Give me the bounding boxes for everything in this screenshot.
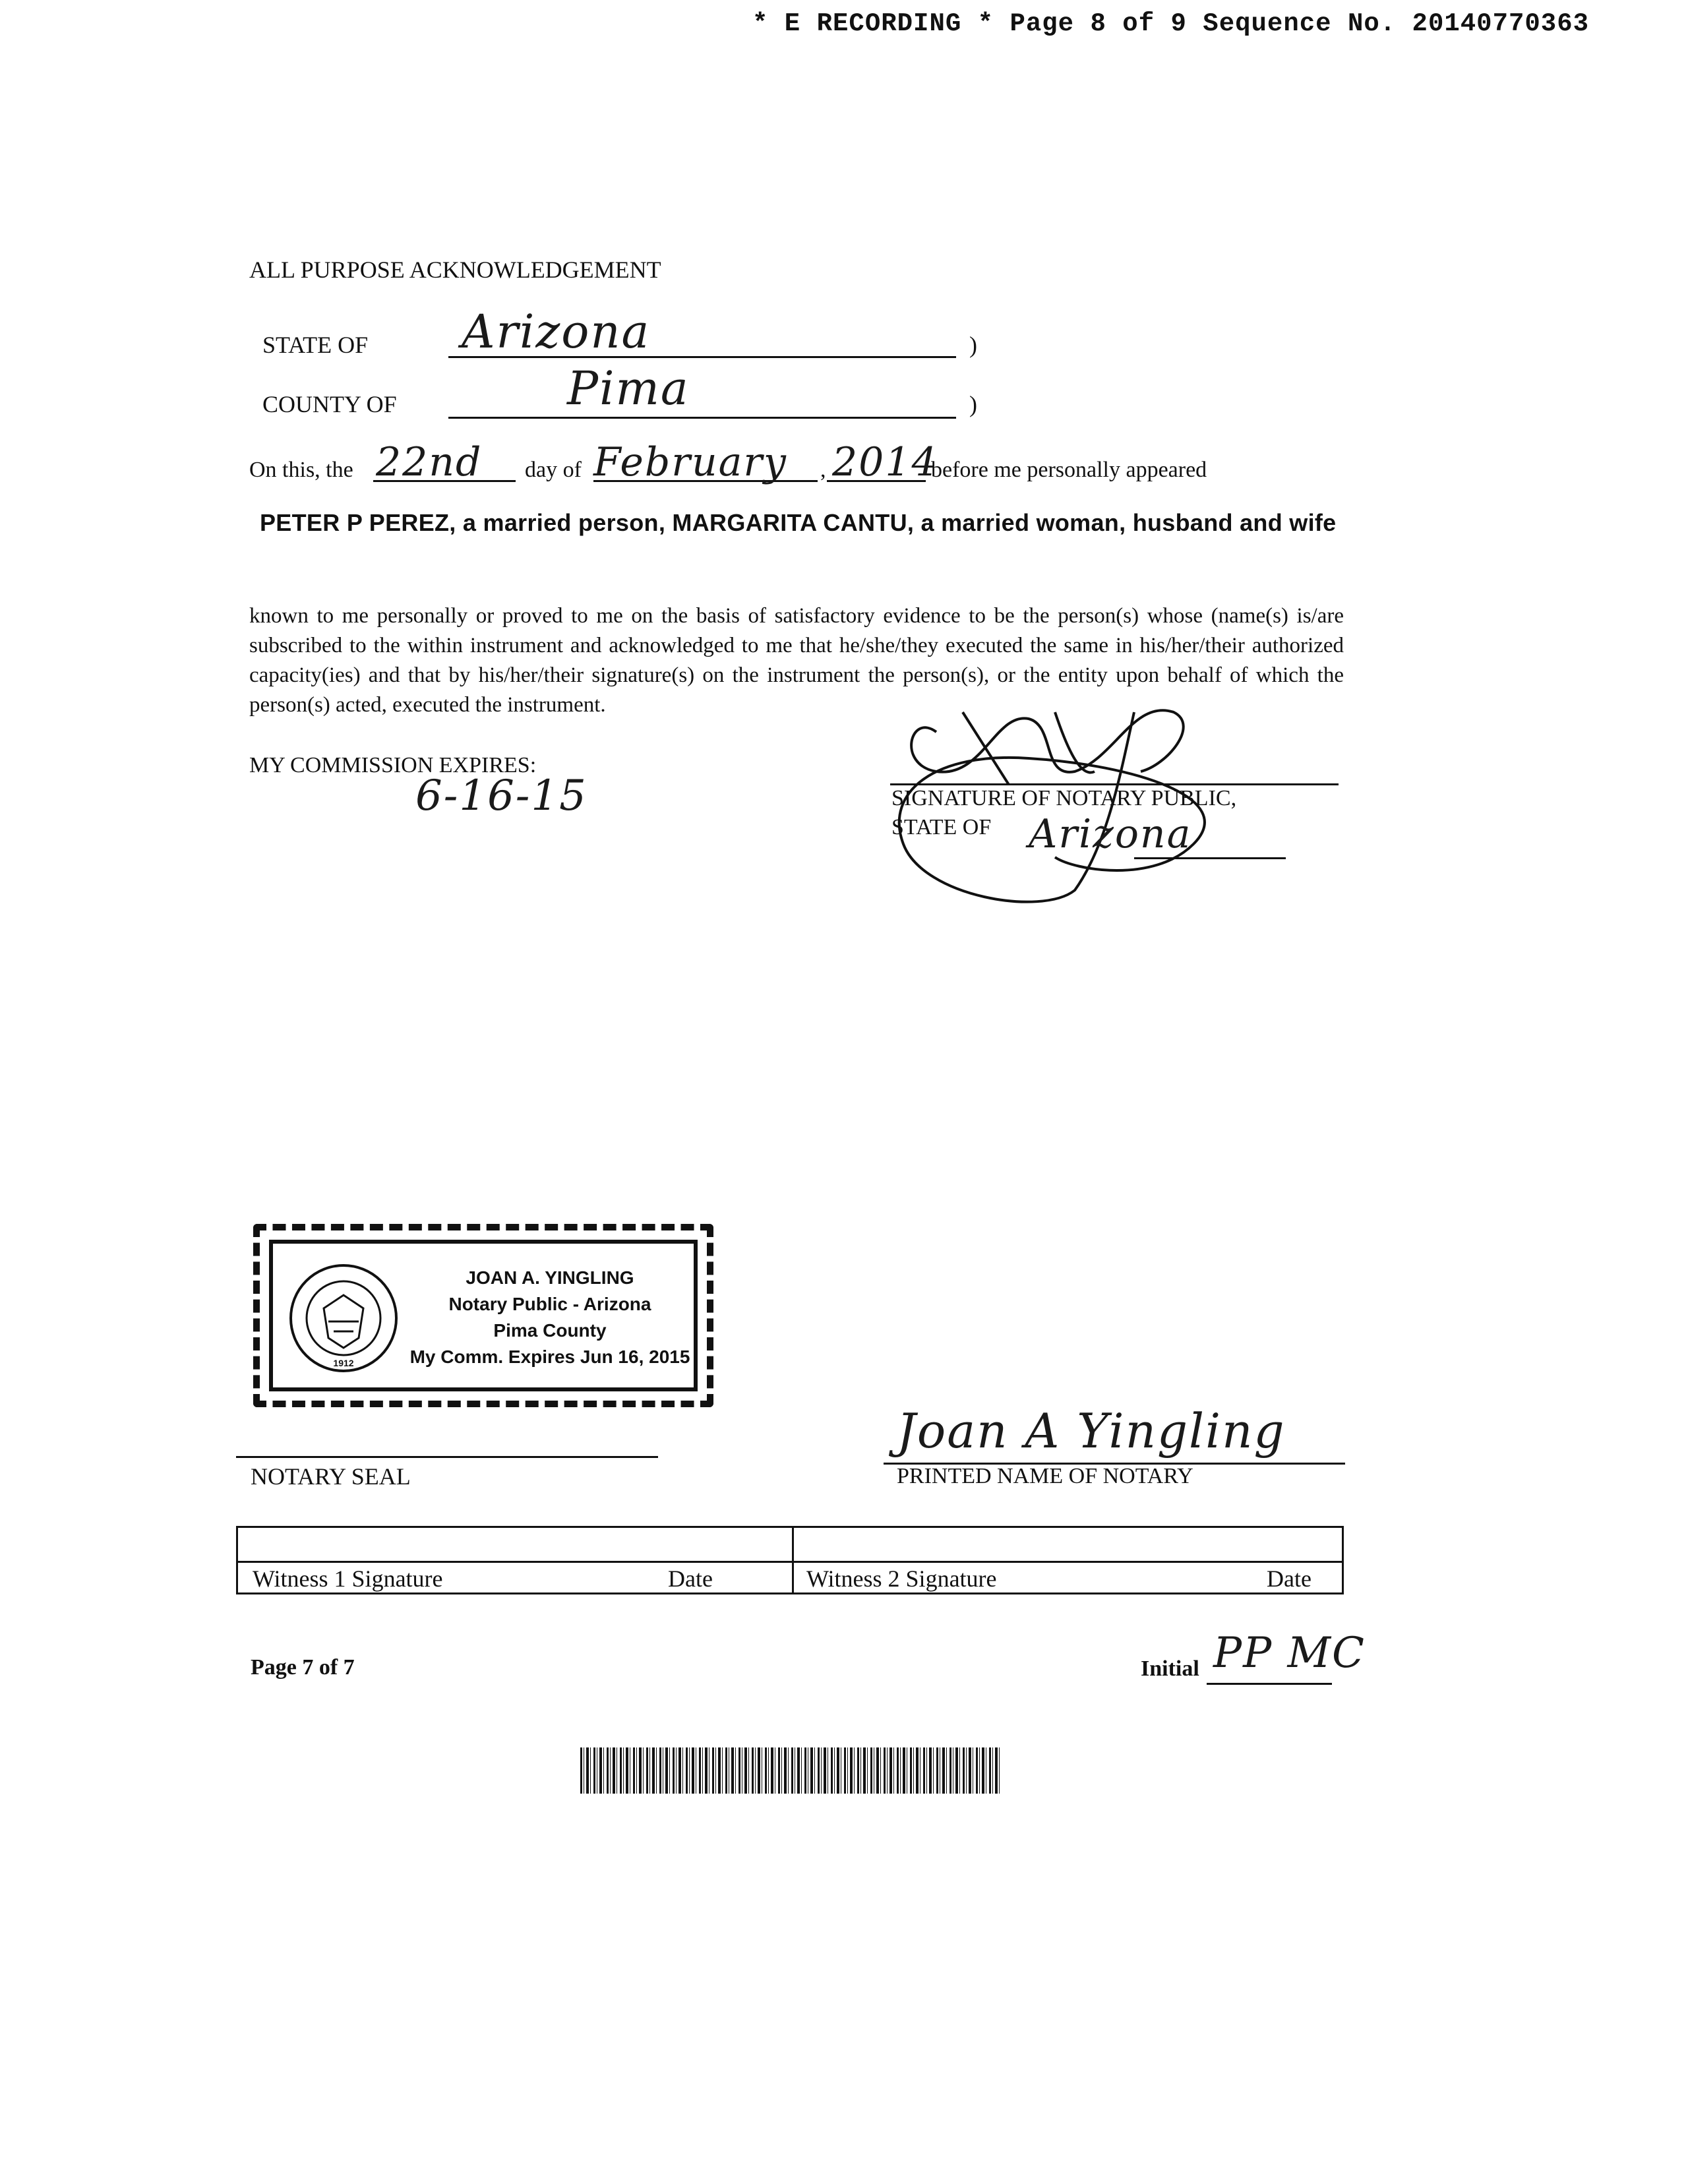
notary-signature-label: SIGNATURE OF NOTARY PUBLIC, xyxy=(891,786,1237,810)
stamp-text-block xyxy=(405,1265,695,1370)
form-title: ALL PURPOSE ACKNOWLEDGEMENT xyxy=(249,257,661,283)
stamp-line-name: JOAN A. YINGLING xyxy=(466,1267,634,1288)
notary-state-handwritten: Arizona xyxy=(1029,811,1192,857)
initials-handwritten: PP MC xyxy=(1213,1629,1366,1678)
page-number: Page 7 of 7 xyxy=(251,1655,355,1680)
notary-state-label: STATE OF xyxy=(891,815,992,839)
stamp-line-title: Notary Public - Arizona xyxy=(448,1294,651,1314)
day-handwritten: 22nd xyxy=(376,439,483,485)
witness-divider xyxy=(792,1528,794,1592)
recording-header: * E RECORDING * Page 8 of 9 Sequence No. 20140770363 xyxy=(752,9,1589,38)
printed-name-signature: Joan A Yingling xyxy=(897,1403,1286,1459)
witness2-date: Date xyxy=(1267,1565,1311,1592)
month-handwritten: February xyxy=(593,439,787,485)
appeared-label: before me personally appeared xyxy=(931,458,1207,482)
stamp-line-expires: My Comm. Expires Jun 16, 2015 xyxy=(409,1347,690,1367)
parties-text: PETER P PEREZ, a married person, MARGARITA CANTU, a married woman, husband and wife xyxy=(260,509,1337,536)
year-separator: , xyxy=(820,458,826,482)
commission-label: MY COMMISSION EXPIRES: xyxy=(249,753,537,777)
notary-seal-line xyxy=(236,1456,658,1458)
notary-state-underline xyxy=(1134,857,1286,859)
state-handwritten: Arizona xyxy=(462,305,651,359)
county-underline xyxy=(448,417,956,419)
state-paren: ) xyxy=(969,332,977,358)
on-this-label: On this, the xyxy=(249,458,353,482)
notary-seal-label: NOTARY SEAL xyxy=(251,1463,411,1490)
acknowledgement-paragraph: known to me personally or proved to me on the basis of satisfactory evidence to be the person(s) whose (name(s) is/are subscribed to the within instrument and acknowledged to me that he/she/they executed the same in his/her/their authorized capacity(ies) and that by his/her/their signature(s) on the instrument the person(s), or the entity upon behalf of which the person(s) acted, executed the instrument. xyxy=(249,604,1344,717)
stamp-line-county: Pima County xyxy=(493,1320,607,1341)
barcode xyxy=(580,1747,1002,1794)
seal-year: 1912 xyxy=(333,1358,354,1368)
county-handwritten: Pima xyxy=(567,361,690,415)
witness-row-divider xyxy=(238,1561,1342,1563)
witness1-date: Date xyxy=(668,1565,713,1592)
notary-signature-line xyxy=(890,783,1339,785)
year-handwritten: 2014 xyxy=(832,439,938,485)
witness2-label: Witness 2 Signature xyxy=(806,1565,997,1592)
state-label: STATE OF xyxy=(262,332,369,358)
county-label: COUNTY OF xyxy=(262,391,397,417)
state-seal-icon xyxy=(287,1262,400,1374)
initial-label: Initial xyxy=(1141,1656,1199,1681)
day-of-label: day of xyxy=(525,458,582,482)
witness1-label: Witness 1 Signature xyxy=(253,1565,443,1592)
initial-line xyxy=(1207,1683,1332,1685)
witness-table xyxy=(236,1526,1344,1594)
county-paren: ) xyxy=(969,391,977,417)
printed-name-label: PRINTED NAME OF NOTARY xyxy=(897,1464,1193,1488)
commission-handwritten: 6-16-15 xyxy=(415,772,588,820)
notary-stamp xyxy=(269,1240,698,1391)
